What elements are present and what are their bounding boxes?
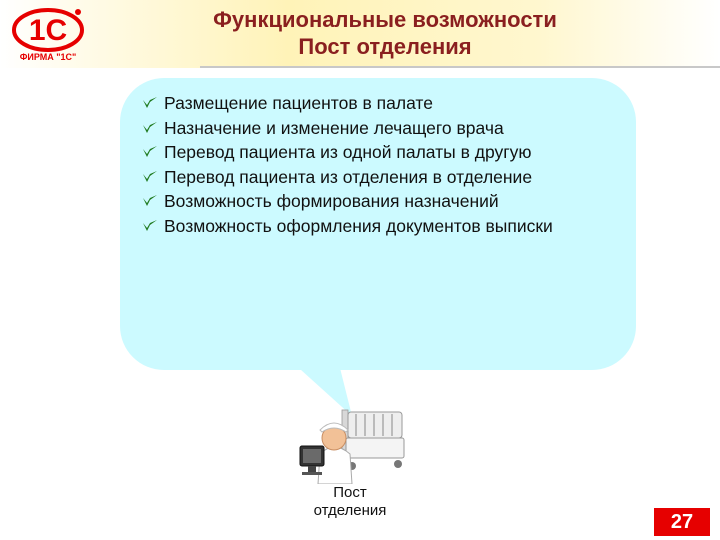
feature-text: Перевод пациента из одной палаты в другую [164,142,532,162]
checkmark-bullet-icon [142,121,158,135]
slide-title [150,6,620,60]
page-number-badge: 27 [654,508,710,536]
checkmark-bullet-icon [142,145,158,159]
checkmark-bullet-icon [142,96,158,110]
feature-item [142,92,632,115]
feature-item [142,117,632,140]
feature-text: Возможность оформления документов выписки [164,215,553,236]
feature-text: Возможность формирования назначений [164,191,499,211]
company-logo [8,4,92,64]
feature-item [142,166,564,189]
checkmark-bullet-icon [142,219,158,233]
feature-text: Назначение и изменение лечащего врача [164,117,504,138]
station-label-line-2: отделения [313,502,387,519]
svg-text:ФИРМА "1С": ФИРМА "1С" [19,52,77,62]
feature-item [142,141,584,164]
feature-item [142,215,604,238]
station-label-line-1: Пост [333,484,367,501]
feature-text: Перевод пациента из отделения в отделение [164,166,533,187]
station-label [280,484,420,520]
header-divider [200,66,720,68]
svg-text:1С: 1С [28,14,68,47]
feature-text: Размещение пациентов в палате [164,93,433,113]
feature-list [142,92,632,239]
checkmark-bullet-icon [142,194,158,208]
feature-item [142,190,632,213]
checkmark-bullet-icon [142,170,158,184]
title-line-2: Пост отделения [298,34,472,59]
title-line-1: Функциональные возможности [213,7,557,32]
nurse-at-computer-icon [290,402,410,484]
slide-header [0,0,720,68]
